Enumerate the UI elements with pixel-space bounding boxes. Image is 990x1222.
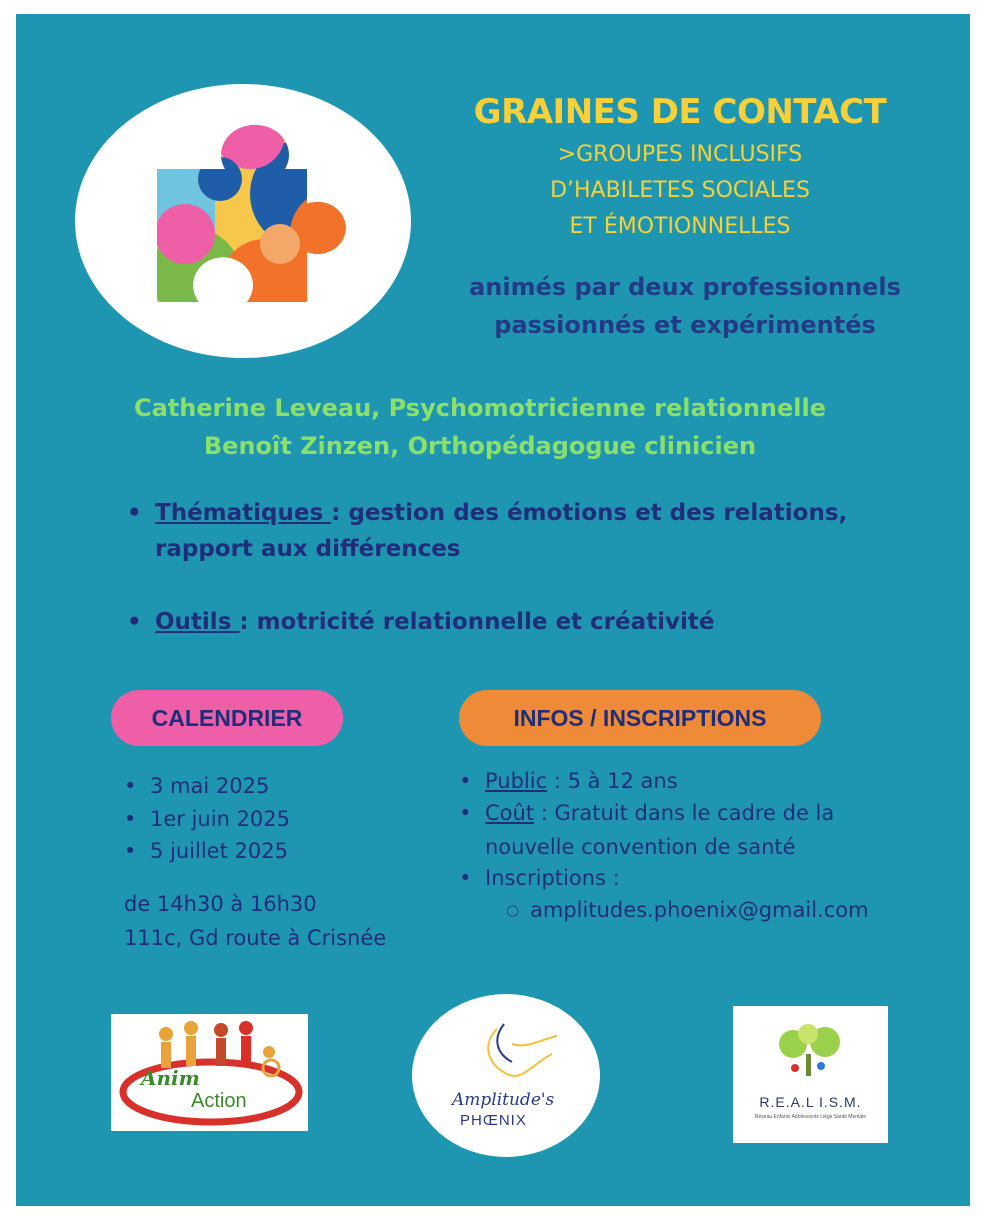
date-item — [124, 769, 270, 803]
info-label: Public — [485, 769, 548, 793]
bullet-icon: • — [124, 807, 137, 831]
realism-logo — [733, 1006, 888, 1143]
info-text: Inscriptions : — [485, 866, 620, 890]
realism-tree-icon — [733, 1006, 888, 1143]
puzzle-piece-icon — [75, 84, 411, 358]
tagline-line-1: animés par deux professionnels — [469, 273, 901, 301]
info-public — [459, 764, 678, 798]
anim-text: Anim — [141, 1066, 200, 1090]
puzzle-logo-circle — [75, 84, 411, 358]
bullet-icon: • — [459, 866, 472, 890]
action-text: Action — [191, 1090, 247, 1112]
presenter-2: Benoît Zinzen, Orthopédagogue clinicien — [203, 432, 757, 460]
info-text-cont: nouvelle convention de santé — [485, 835, 796, 859]
phoenix-text: PHŒNIX — [460, 1112, 527, 1129]
amplitudes-text: Amplitude's — [452, 1090, 555, 1110]
bullet-icon: • — [124, 774, 137, 798]
bullet-icon: • — [459, 769, 472, 793]
realism-title: R.E.A.L I.S.M. — [759, 1094, 862, 1110]
topic-text: : gestion des émotions et des relations, — [331, 500, 848, 526]
topic-label: Thématiques — [155, 500, 332, 526]
infos-inscriptions-button[interactable]: INFOS / INSCRIPTIONS — [459, 690, 821, 746]
topic-item-thematiques — [127, 495, 945, 567]
bullet-icon: • — [127, 609, 142, 635]
date-text: 1er juin 2025 — [150, 807, 290, 831]
date-text: 3 mai 2025 — [150, 774, 270, 798]
info-text: : Gratuit dans le cadre de la — [534, 801, 835, 825]
bullet-icon: • — [124, 839, 137, 863]
circle-bullet-icon: ○ — [506, 901, 520, 919]
topic-text-cont: rapport aux différences — [155, 536, 461, 562]
info-text: : 5 à 12 ans — [547, 769, 678, 793]
topic-text: : motricité relationnelle et créativité — [239, 609, 715, 635]
address-text: 111c, Gd route à Crisnée — [124, 926, 387, 950]
topic-label: Outils — [155, 609, 240, 635]
info-label: Coût — [485, 801, 535, 825]
bullet-icon: • — [459, 801, 472, 825]
phoenix-bird-icon — [412, 994, 600, 1157]
anim-action-logo — [111, 1014, 308, 1131]
email-item — [506, 893, 869, 927]
date-item — [124, 802, 290, 836]
tagline-line-2: passionnés et expérimentés — [494, 311, 876, 339]
calendar-button[interactable]: CALENDRIER — [111, 690, 343, 746]
amplitudes-phoenix-logo — [412, 994, 600, 1157]
info-inscriptions — [459, 861, 620, 895]
subtitle-line-3: ET ÉMOTIONNELLES — [569, 214, 791, 239]
bullet-icon: • — [127, 500, 142, 526]
date-text: 5 juillet 2025 — [150, 839, 288, 863]
topic-item-outils — [127, 604, 945, 640]
date-item — [124, 834, 288, 868]
presenter-1: Catherine Leveau, Psychomotricienne relationnelle — [133, 394, 827, 422]
subtitle-line-1: >GROUPES INCLUSIFS — [557, 142, 803, 167]
poster-title: GRAINES DE CONTACT — [473, 92, 887, 132]
info-cost — [459, 796, 925, 864]
email-link[interactable]: amplitudes.phoenix@gmail.com — [530, 898, 869, 922]
time-text: de 14h30 à 16h30 — [124, 892, 317, 916]
realism-subtitle: Réseau Enfants Adolescents Liège Santé Mentale — [754, 1114, 867, 1120]
subtitle-line-2: D’HABILETES SOCIALES — [550, 178, 810, 203]
